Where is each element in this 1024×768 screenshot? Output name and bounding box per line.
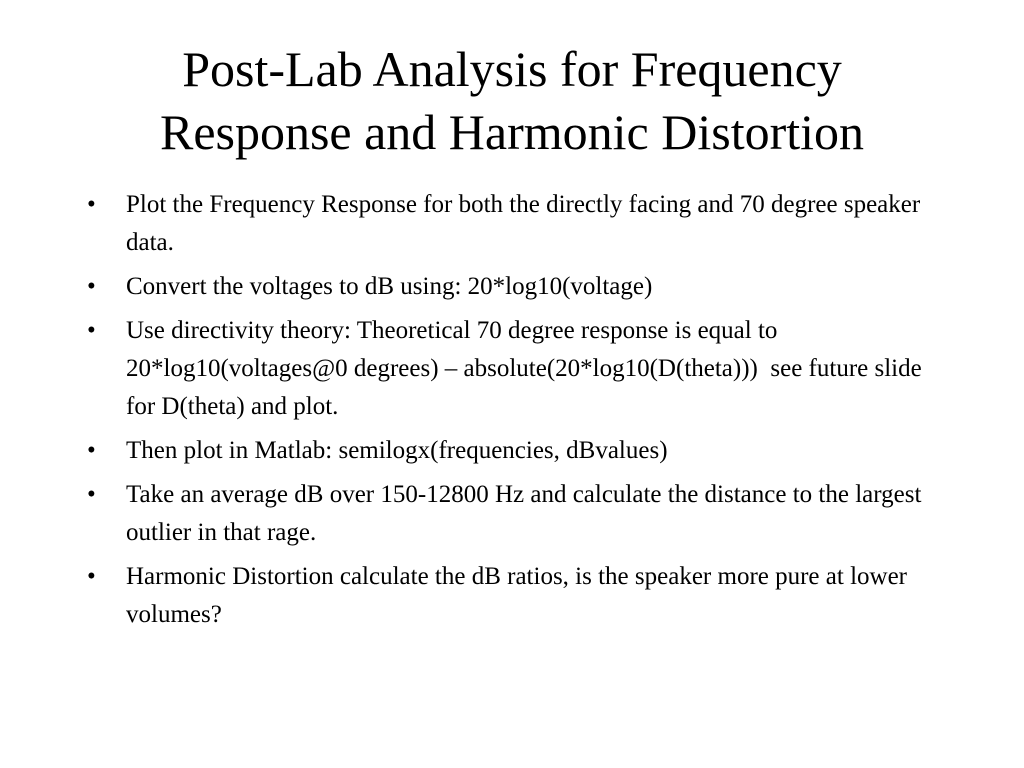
bullet-marker: •: [87, 191, 96, 218]
slide-title: [60, 38, 964, 164]
bullet-text-average-db: Take an average dB over 150-12800 Hz and calculate the distance to the largest outlier in that rage.: [126, 481, 928, 546]
bullet-item: [87, 268, 947, 306]
bullet-list: [87, 186, 947, 640]
bullet-item: [87, 186, 947, 262]
bullet-marker: •: [87, 437, 96, 464]
bullet-item: [87, 476, 947, 552]
bullet-text-directivity-theory: Use directivity theory: Theoretical 70 degree response is equal to 20*log10(voltages@0 degrees) – absolute(20*log10(D(theta))) see future slide for D(theta) and plot.: [126, 317, 928, 420]
bullet-text-matlab-semilogx: Then plot in Matlab: semilogx(frequencies, dBvalues): [126, 437, 668, 464]
bullet-item: [87, 558, 947, 634]
bullet-text-convert-voltages: Convert the voltages to dB using: 20*log10(voltage): [126, 273, 653, 300]
bullet-item: [87, 432, 947, 470]
slide-title-line-2: Response and Harmonic Distortion: [159, 104, 865, 160]
slide-title-line-1: Post-Lab Analysis for Frequency: [182, 41, 842, 97]
bullet-marker: •: [87, 273, 96, 300]
bullet-marker: •: [87, 563, 96, 590]
bullet-text-plot-frequency-response: Plot the Frequency Response for both the directly facing and 70 degree speaker data.: [126, 191, 927, 256]
bullet-item: [87, 312, 947, 426]
bullet-text-harmonic-distortion: Harmonic Distortion calculate the dB ratios, is the speaker more pure at lower volumes?: [126, 563, 914, 628]
bullet-marker: •: [87, 317, 96, 344]
bullet-marker: •: [87, 481, 96, 508]
